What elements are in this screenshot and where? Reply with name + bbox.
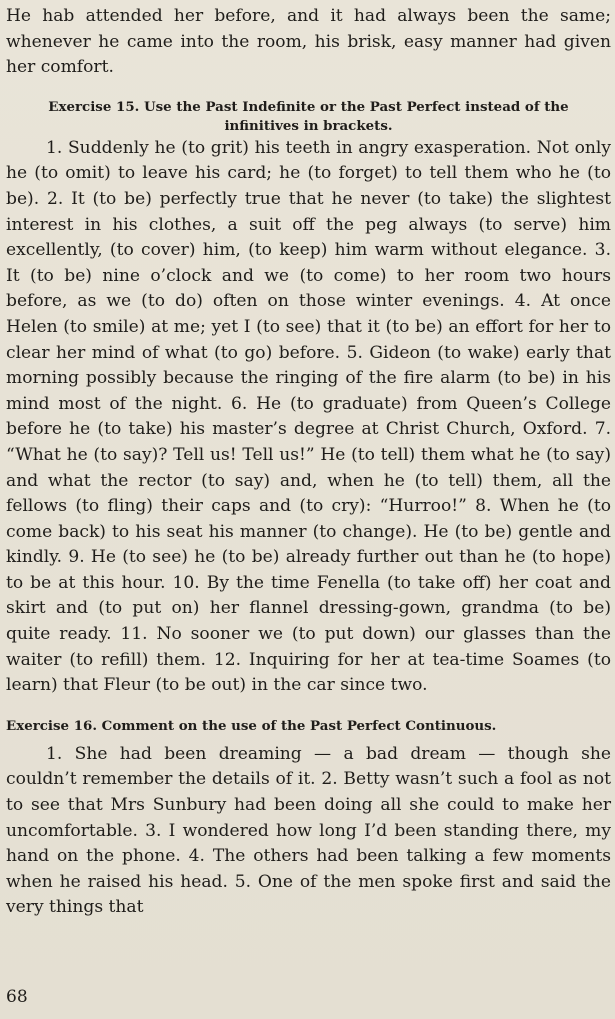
exercise-15-heading-line1: Exercise 15. Use the Past Indefinite or the Past Perfect instead of the bbox=[48, 98, 569, 115]
spacer bbox=[6, 81, 611, 98]
exercise-15-heading bbox=[6, 98, 611, 136]
intro-paragraph: He hab attended her before, and it had always been the same; whenever he came into the room, his brisk, easy manner had given her comfort. bbox=[6, 6, 611, 78]
page-number: 68 bbox=[6, 987, 28, 1007]
exercise-16-heading: Exercise 16. Comment on the use of the Past Perfect Continuous. bbox=[6, 717, 497, 734]
exercise-15-heading-line2: infinitives in brackets. bbox=[224, 117, 393, 134]
exercise-16-text: 1. She had been dreaming — a bad dream — though she couldn’t remember the details of it. 2. Betty wasn’t such a fool as not to see that Mrs Sunbury had been doing all she could to make her uncomfortable. 3. I wondered how long I’d been standing there, my hand on the phone. 4. The others had been talking a few moments when he raised his head. 5. One of the men spoke first and said the very things that bbox=[6, 743, 611, 918]
spacer bbox=[6, 699, 611, 717]
exercise-15-text: 1. Suddenly he (to grit) his teeth in angry exasperation. Not only he (to omit) to leave his card; he (to forget) to tell them who he (to be). 2. It (to be) perfectly true that he never (to take) the slightest interest in his clothes, a suit off the peg always (to serve) him excellently, (to cover) him, (to keep) him warm without elegance. 3. It (to be) nine o’clock and we (to come) to her room two hours before, as we (to do) often on those winter evenings. 4. At once Helen (to smile) at me; yet I (to see) that it (to be) an effort for her to clear her mind of what (to go) before. 5. Gideon (to wake) early that morning possibly because the ringing of the fire alarm (to be) in his mind most of the night. 6. He (to graduate) from Queen’s College before he (to take) his master’s degree at Christ Church, Oxford. 7. “What he (to say)? Tell us! Tell us!” He (to tell) them what he (to say) and what the rector (to say) and, when he (to tell) them, all the fellows (to fling) their caps and (to cry): “Hurroo!” 8. When he (to come back) to his seat his manner (to change). He (to be) gentle and kindly. 9. He (to see) he (to be) already further out than he (to hope) to be at this hour. 10. By the time Fenella (to take off) her coat and skirt and (to put on) her flannel dressing-gown, grandma (to be) quite ready. 11. No sooner we (to put down) our glasses than the waiter (to refill) them. 12. Inquiring for her at tea-time Soames (to learn) that Fleur (to be out) in the car since two. bbox=[6, 137, 611, 696]
